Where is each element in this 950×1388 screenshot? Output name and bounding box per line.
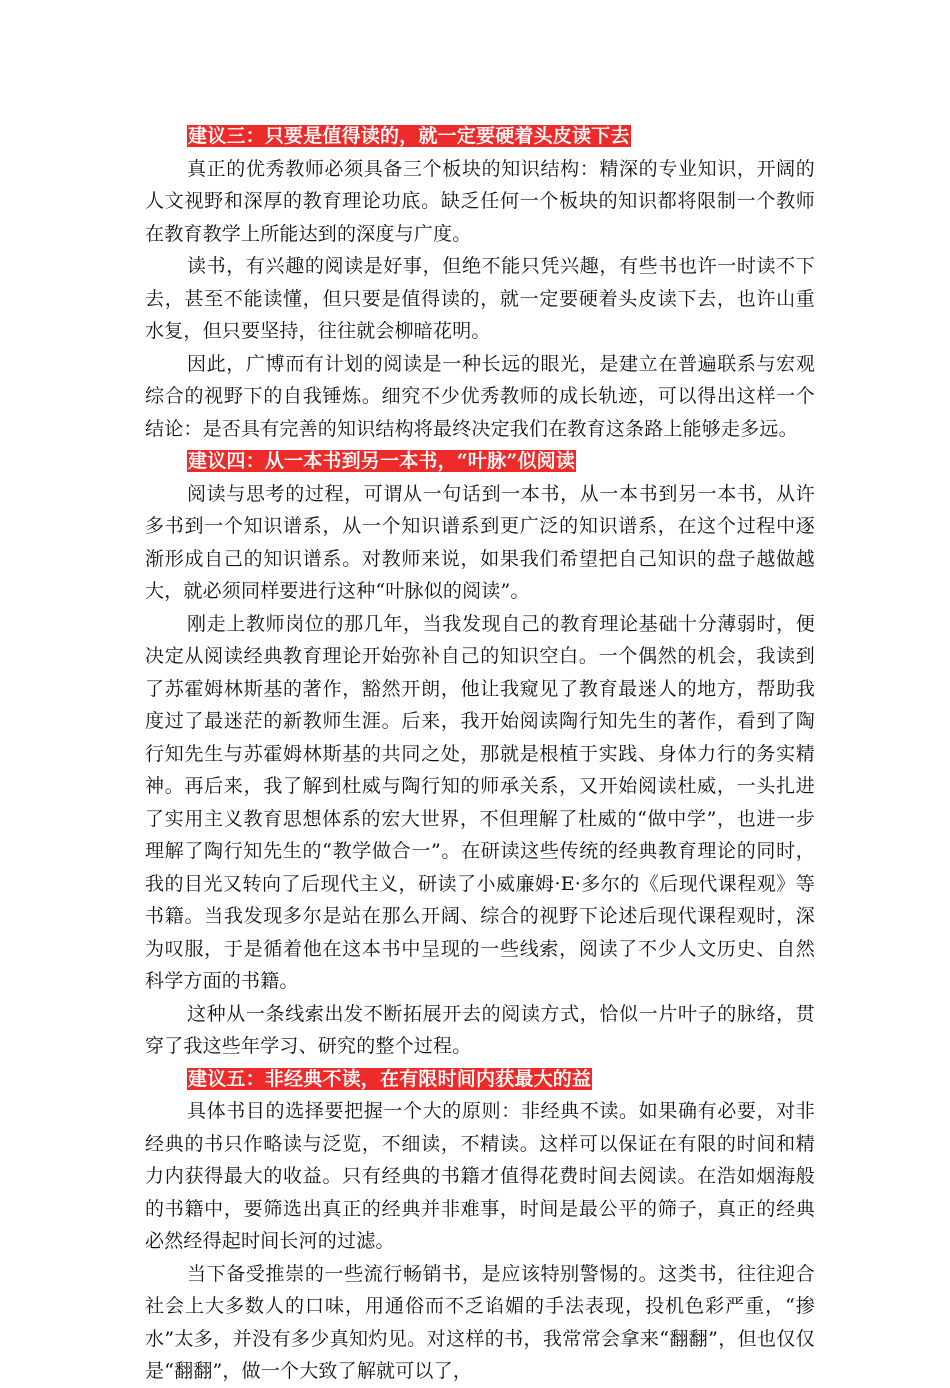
section-suggestion-4 xyxy=(145,445,815,1063)
section-suggestion-5 xyxy=(145,1063,815,1388)
section-suggestion-3 xyxy=(145,120,815,445)
paragraph: 因此，广博而有计划的阅读是一种长远的眼光，是建立在普遍联系与宏观综合的视野下的自我锤炼。细究不少优秀教师的成长轨迹，可以得出这样一个结论：是否具有完善的知识结构将最终决定我们在教育这条路上能够走多远。 xyxy=(145,352,815,440)
highlighted-heading-text: 建议五：非经典不读，在有限时间内获最大的益 xyxy=(188,1067,592,1090)
paragraph: 刚走上教师岗位的那几年，当我发现自己的教育理论基础十分薄弱时，便决定从阅读经典教育理论开始弥补自己的知识空白。一个偶然的机会，我读到了苏霍姆林斯基的著作，豁然开朗，他让我窥见了教育最迷人的地方，帮助我度过了最迷茫的新教师生涯。后来，我开始阅读陶行知先生的著作，看到了陶行知先生与苏霍姆林斯基的共同之处，那就是根植于实践、身体力行的务实精神。再后来，我了解到杜威与陶行知的师承关系，又开始阅读杜威，一头扎进了实用主义教育思想体系的宏大世界，不但理解了杜威的“做中学”，也进一步理解了陶行知先生的“教学做合一”。在研读这些传统的经典教育理论的同时，我的目光又转向了后现代主义，研读了小威廉姆·E·多尔的《后现代课程观》等书籍。当我发现多尔是站在那么开阔、综合的视野下论述后现代课程观时，深为叹服，于是循着他在这本书中呈现的一些线索，阅读了不少人文历史、自然科学方面的书籍。 xyxy=(145,612,815,992)
section-heading xyxy=(145,445,815,478)
section-heading xyxy=(145,120,815,153)
highlighted-heading-text: 建议三：只要是值得读的，就一定要硬着头皮读下去 xyxy=(188,125,630,147)
paragraph: 阅读与思考的过程，可谓从一句话到一本书，从一本书到另一本书，从许多书到一个知识谱系，从一个知识谱系到更广泛的知识谱系，在这个过程中逐渐形成自己的知识谱系。对教师来说，如果我们希望把自己知识的盘子越做越大，就必须同样要进行这种“叶脉似的阅读”。 xyxy=(145,482,815,602)
paragraph: 这种从一条线索出发不断拓展开去的阅读方式，恰似一片叶子的脉络，贯穿了我这些年学习、研究的整个过程。 xyxy=(145,1002,815,1057)
highlighted-heading-text: 建议四：从一本书到另一本书，“叶脉”似阅读 xyxy=(188,450,576,472)
article-body xyxy=(145,120,815,1388)
paragraph: 当下备受推崇的一些流行畅销书，是应该特别警惕的。这类书，往往迎合社会上大多数人的口味，用通俗而不乏谄媚的手法表现，投机色彩严重，“掺水”太多，并没有多少真知灼见。对这样的书，我常常会拿来“翻翻”，但也仅仅是“翻翻”，做一个大致了解就可以了， xyxy=(145,1262,815,1382)
paragraph: 具体书目的选择要把握一个大的原则：非经典不读。如果确有必要，对非经典的书只作略读与泛览，不细读，不精读。这样可以保证在有限的时间和精力内获得最大的收益。只有经典的书籍才值得花费时间去阅读。在浩如烟海般的书籍中，要筛选出真正的经典并非难事，时间是最公平的筛子，真正的经典必然经得起时间长河的过滤。 xyxy=(145,1100,815,1252)
paragraph: 真正的优秀教师必须具备三个板块的知识结构：精深的专业知识，开阔的人文视野和深厚的教育理论功底。缺乏任何一个板块的知识都将限制一个教师在教育教学上所能达到的深度与广度。 xyxy=(145,157,815,245)
section-heading xyxy=(145,1063,815,1096)
paragraph: 读书，有兴趣的阅读是好事，但绝不能只凭兴趣，有些书也许一时读不下去，甚至不能读懂，但只要是值得读的，就一定要硬着头皮读下去，也许山重水复，但只要坚持，往往就会柳暗花明。 xyxy=(145,255,815,342)
